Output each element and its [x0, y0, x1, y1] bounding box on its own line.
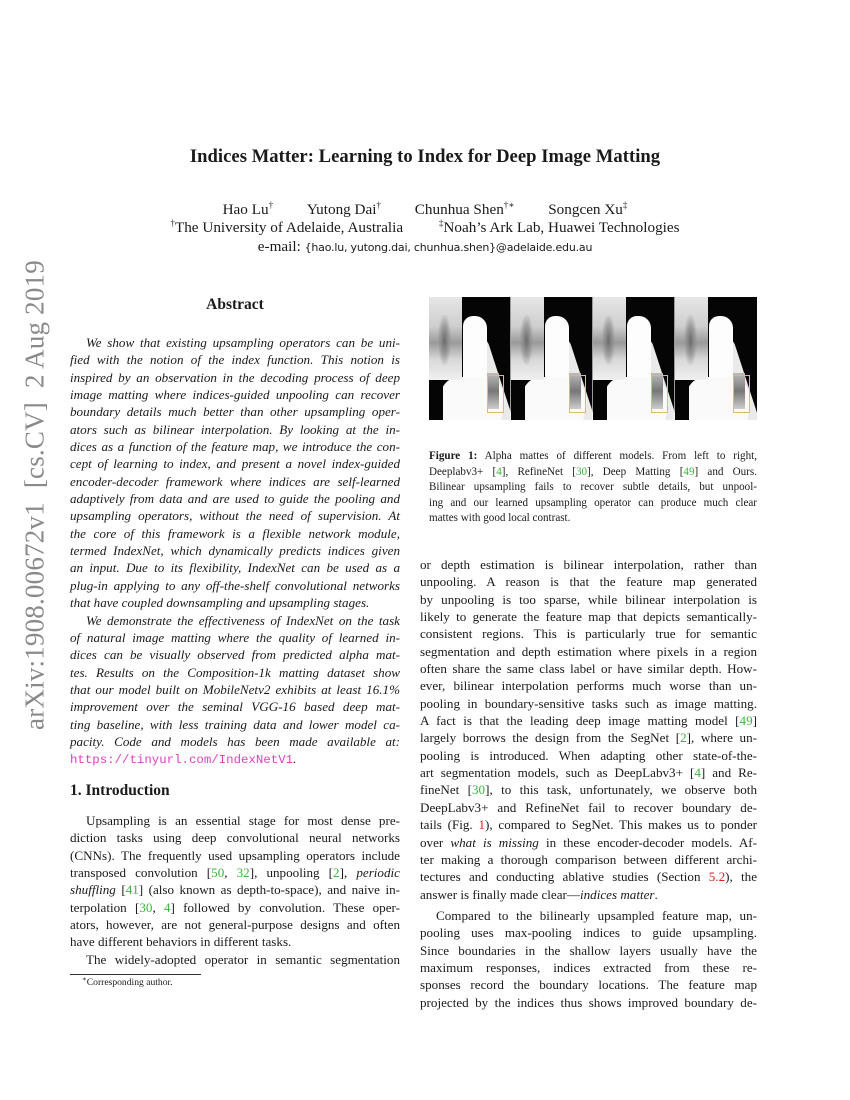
citation-link[interactable]: 49: [683, 465, 695, 478]
alpha-matte-refinenet: [511, 297, 593, 420]
arxiv-category: [cs.CV]: [19, 402, 50, 489]
arxiv-stamp: [20, 260, 51, 730]
intro-paragraph: Upsampling is an essential stage for most dense pre- diction tasks using deep convolutional neural networks (CNNs). The frequently used upsampling operators include transposed convolution [50, 32], unpooling [2], periodic shuffling [41] (also known as depth-to-space), and naive in- terpolation [30, 4] followed by convolution. These oper- ators, however, are not general-purpose designs and often have different behaviors in different tasks.: [70, 813, 400, 950]
citation-link[interactable]: 30: [139, 899, 153, 915]
highlight-box: [569, 375, 586, 413]
author: Songcen Xu‡: [548, 199, 628, 218]
matte-detail-inset: [511, 297, 544, 380]
citation-link[interactable]: 41: [125, 882, 139, 898]
affiliation: †The University of Adelaide, Australia: [170, 217, 404, 236]
alpha-matte-ours: [675, 297, 757, 420]
figure-1-image-strip: [429, 297, 757, 420]
intro-paragraph: The widely-adopted operator in semantic segmentation: [86, 951, 400, 967]
body-paragraph: or depth estimation is bilinear interpolation, rather than unpooling. A reason is that the feature map generated by unpooling is too sparse, while bilinear interpolation is likely to generate the feature map that depicts semantically- consistent regions. This is particularly true for semantic segmentation and depth estimation where pixels in a region often share the same class label or have similar depth. How- ever, bilinear interpolation performs much worse than un- pooling in boundary-sensitive tasks such as image matting. A fact is that the leading deep image matting model [49] largely borrows the design from the SegNet [2], where un- pooling is introduced. When adapting other state-of-the- art segmentation models, such as DeepLabv3+ [4] and Re- fineNet [30], to this task, unfortunately, we observe both DeepLabv3+ and RefineNet fail to recover boundary de- tails (Fig. 1), compared to SegNet. This makes us to ponder over what is missing in these encoder-decoder models. Af- ter making a thorough comparison between different archi- tectures and conducting ablative studies (Section 5.2), the answer is finally made clear—indices matter.: [420, 557, 758, 902]
section-heading-introduction: 1. Introduction: [70, 782, 170, 799]
affiliation-mark: ‡: [622, 199, 628, 210]
affiliation-mark: †: [268, 199, 274, 210]
alpha-matte-deeplabv3plus: [429, 297, 511, 420]
abstract-paragraph: We demonstrate the effectiveness of IndexNet on the task of natural image matting where the quality of learned in- dices can be visually observed from predicted alpha mat- tes. Results on the Composition-1k matting dataset show that our model built on MobileNetv2 exhibits at least 16.1% improvement over the seminal VGG-16 based deep mat- ting baseline, with less training data and lower model ca- pacity. Code and models has been made available at: https://tinyurl.com/IndexNetV1.: [70, 612, 400, 768]
figure-ref-link[interactable]: 1: [478, 817, 485, 833]
author: Hao Lu†: [222, 199, 274, 218]
citation-link[interactable]: 4: [694, 765, 701, 781]
matte-detail-inset: [429, 297, 462, 380]
affiliation: ‡Noah’s Ark Lab, Huawei Technologies: [438, 217, 680, 236]
matte-detail-inset: [593, 297, 626, 380]
abstract-heading: Abstract: [206, 296, 264, 313]
figure-label: Figure 1:: [429, 450, 478, 462]
footnote: ∗Corresponding author.: [82, 974, 173, 988]
email-addresses: {hao.lu, yutong.dai, chunhua.shen}@adelaide.edu.au: [304, 241, 593, 254]
highlight-box: [651, 375, 668, 413]
citation-link[interactable]: 30: [472, 782, 486, 798]
body-paragraph: Compared to the bilinearly upsampled feature map, un- pooling uses max-pooling indices to guide upsampling. Since boundaries in the shallow layers usually have the maximum responses, indices extracted from these re- sponses record the boundary locations. The feature map projected by the indices thus shows improved boundary de-: [420, 907, 757, 1010]
citation-link[interactable]: 2: [333, 865, 340, 881]
citation-link[interactable]: 4: [163, 899, 171, 915]
alpha-matte-deep-matting: [593, 297, 675, 420]
section-ref-link[interactable]: 5.2: [708, 869, 726, 885]
citation-link[interactable]: 2: [680, 730, 687, 746]
email-label: e-mail:: [257, 238, 301, 255]
email-line: [0, 238, 850, 256]
citation-link[interactable]: 30: [575, 465, 588, 478]
citation-link[interactable]: 32: [236, 865, 250, 881]
right-column-body: [420, 556, 757, 1011]
citation-link[interactable]: 4: [496, 465, 502, 478]
introduction-body: [70, 812, 400, 968]
code-link[interactable]: https://tinyurl.com/IndexNetV1: [70, 753, 294, 768]
author: Chunhua Shen†∗: [414, 199, 515, 218]
arxiv-id: arXiv:1908.00672v1: [19, 502, 50, 730]
figure-1-caption: Figure 1: Alpha mattes of different models. From left to right, Deeplabv3+ [4], RefineNet [30], Deep Matting [49] and Ours. Bilinear upsampling fails to recover subtle details, but unpool- ing and our learned upsampling operator can produce much clear mattes with good local contrast.: [429, 450, 757, 525]
matte-detail-inset: [675, 297, 708, 380]
citation-link[interactable]: 49: [739, 713, 753, 729]
affiliation-mark: †: [376, 199, 381, 210]
highlight-box: [487, 375, 504, 413]
paper-title: Indices Matter: Learning to Index for Deep Image Matting: [189, 146, 661, 167]
highlight-box: [733, 375, 750, 413]
abstract-body: [70, 334, 400, 770]
citation-link[interactable]: 50: [211, 865, 225, 881]
abstract-paragraph: We show that existing upsampling operators can be uni- fied with the notion of the index function. This notion is inspired by an observation in the decoding process of deep image matting where indices-guided unpooling can recover boundary details much better than other upsampling oper- ators such as bilinear interpolation. By looking at the in- dices as a function of the feature map, we introduce the con- cept of learning to index, and present a novel index-guided encoder-decoder framework where indices are self-learned adaptively from data and are used to guide the pooling and upsampling operators, without the need of supervision. At the core of this framework is a flexible network module, termed IndexNet, which dynamically predicts indices given an input. Due to its flexibility, IndexNet can be used as a plug-in applying to any off-the-shelf convolutional networks that have coupled downsampling and upsampling stages.: [70, 335, 400, 611]
author-list: [0, 201, 850, 219]
arxiv-date: 2 Aug 2019: [19, 260, 50, 389]
affiliations: [0, 219, 850, 237]
footnote-rule: [70, 974, 201, 975]
author: Yutong Dai†: [306, 199, 381, 218]
affiliation-mark: †∗: [503, 199, 515, 210]
